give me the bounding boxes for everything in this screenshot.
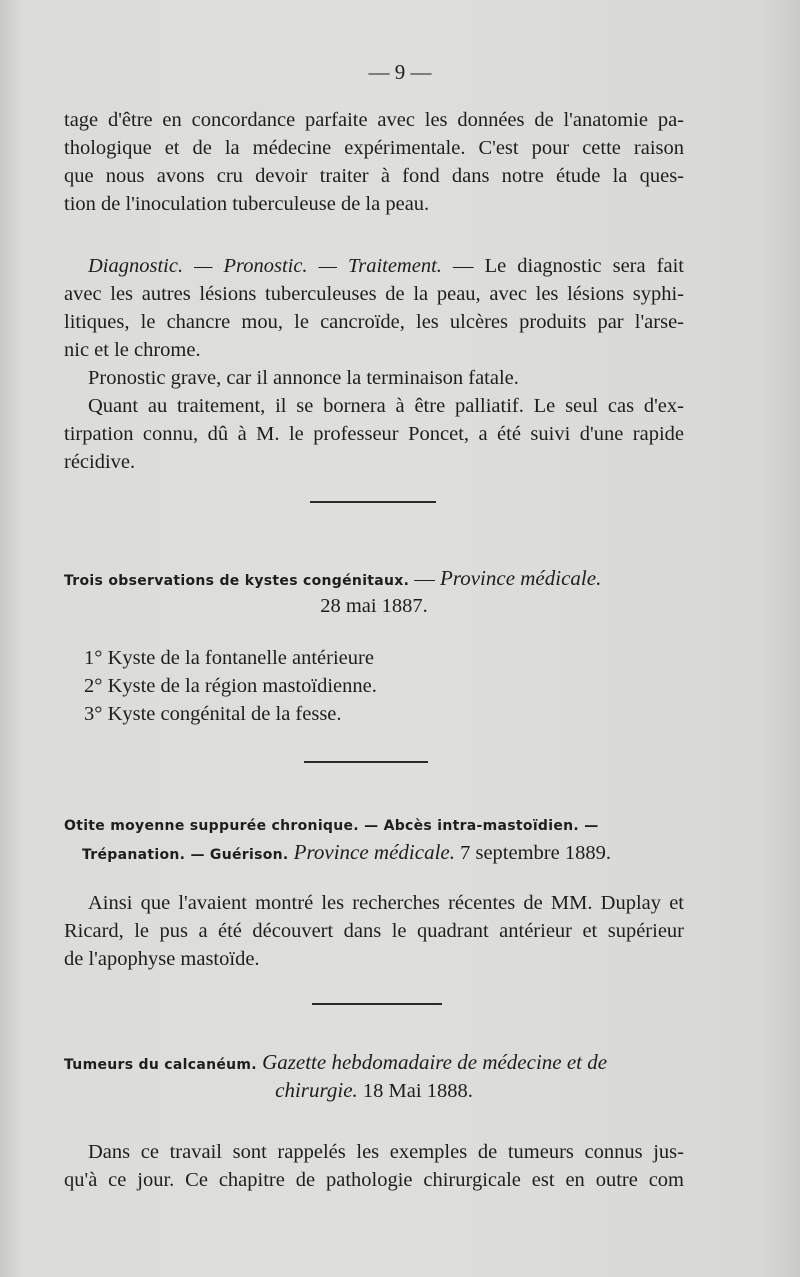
publication-date: 7 septembre 1889. [460, 842, 611, 864]
text-line: litiques, le chancre mou, le cancroïde, les ulcères produits par l'arse- [64, 311, 684, 333]
section-title-line [64, 1076, 684, 1104]
journal-name: chirurgie. [275, 1078, 358, 1102]
diagnostic-heading-rest: — Le diagnostic sera fait [441, 255, 684, 277]
divider [310, 501, 436, 503]
text-line: Dans ce travail sont rappelés les exemples de tumeurs connus jus- [88, 1141, 684, 1163]
text-line: qu'à ce jour. Ce chapitre de pathologie chirurgicale est en outre com [64, 1169, 684, 1191]
text-line [64, 252, 684, 280]
journal-name: Province médicale. [293, 840, 455, 864]
list-item: 2° Kyste de la région mastoïdienne. [84, 675, 377, 697]
text-line: nic et le chrome. [64, 339, 201, 361]
section-calcaneum [64, 1048, 684, 1194]
text-line: tirpation connu, dû à M. le professeur Poncet, a été suivi d'une rapide [64, 423, 684, 445]
list-item: 1° Kyste de la fontanelle antérieure [84, 647, 374, 669]
text-line: Ricard, le pus a été découvert dans le quadrant antérieur et supérieur [64, 920, 684, 942]
text-line: Quant au traitement, il se bornera à être palliatif. Le seul cas d'ex- [88, 395, 684, 417]
divider [304, 761, 428, 763]
page-number: — 9 — [368, 60, 432, 84]
text-line: tion de l'inoculation tuberculeuse de la peau. [64, 193, 430, 215]
section-title: Tumeurs du calcanéum. [64, 1057, 257, 1073]
text-line: de l'apophyse mastoïde. [64, 948, 260, 970]
text-line: thologique et de la médecine expérimentale. C'est pour cette raison [64, 137, 684, 159]
paragraph-diagnostic [64, 252, 684, 476]
dash: — [409, 568, 440, 590]
paragraph [64, 1138, 684, 1194]
text-line: avec les autres lésions tuberculeuses de la peau, avec les lésions syphi- [64, 283, 684, 305]
text-line: récidive. [64, 451, 136, 473]
text-line: Pronostic grave, car il annonce la terminaison fatale. [88, 367, 519, 389]
section-title: Otite moyenne suppurée chronique. — Abcès intra-mastoïdien. — [64, 818, 599, 834]
divider [312, 1003, 442, 1005]
publication-date: 28 mai 1887. [320, 595, 428, 617]
section-kystes [64, 564, 684, 728]
section-title-line [64, 1048, 684, 1076]
section-otite [64, 810, 684, 973]
text-line: Ainsi que l'avaient montré les recherches récentes de MM. Duplay et [88, 892, 684, 914]
section-title-line [64, 564, 684, 592]
paragraph-intro [64, 106, 684, 218]
section-title: Trois observations de kystes congénitaux. [64, 573, 410, 589]
publication-date: 18 Mai 1888. [362, 1080, 473, 1102]
text-line: que nous avons cru devoir traiter à fond dans notre étude la ques- [64, 165, 684, 187]
list-item: 3° Kyste congénital de la fesse. [84, 703, 342, 725]
section-title-line [64, 810, 684, 838]
observation-list [64, 644, 684, 728]
diagnostic-heading: Diagnostic. — Pronostic. — Traitement. [88, 255, 442, 277]
paragraph [64, 889, 684, 973]
section-title-line [64, 838, 684, 866]
journal-name: Province médicale. [440, 566, 602, 590]
section-title: Trépanation. — Guérison. [82, 847, 289, 863]
journal-name: Gazette hebdomadaire de médecine et de [262, 1050, 608, 1074]
text-line: tage d'être en concordance parfaite avec les données de l'anatomie pa- [64, 109, 684, 131]
